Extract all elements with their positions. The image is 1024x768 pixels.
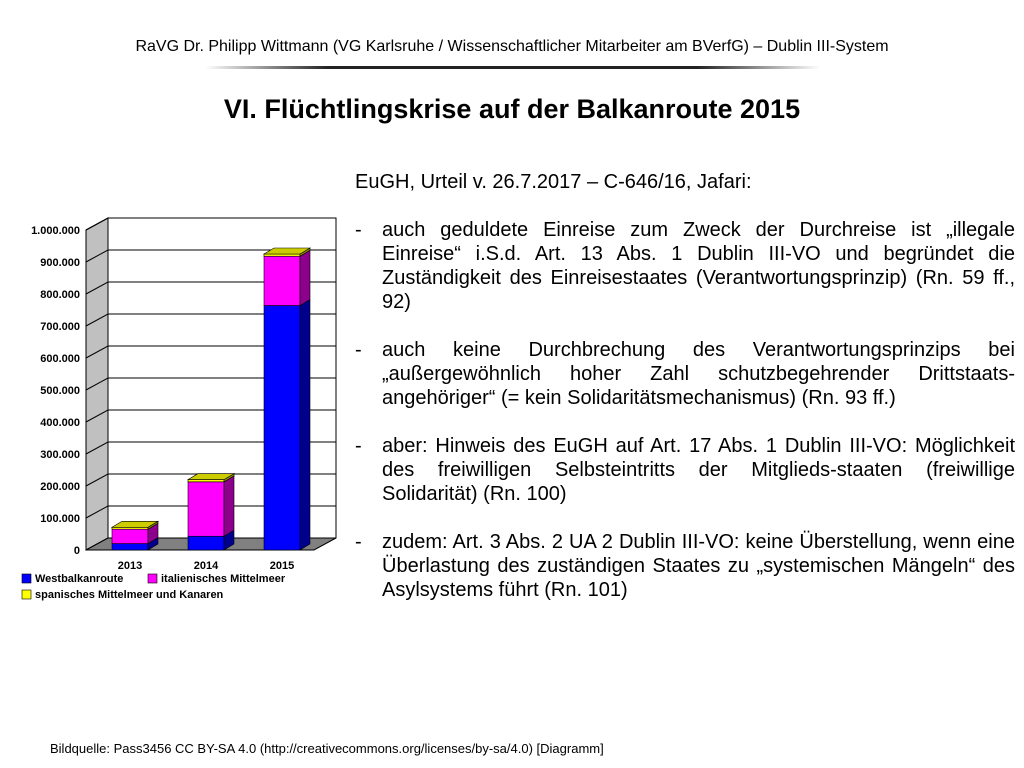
y-tick-label: 700.000 <box>40 321 80 333</box>
bullet-item <box>355 338 1015 410</box>
bullet-text: auch geduldete Einreise zum Zweck der Durchreise ist „illegale Einreise“ i.S.d. Art. 13 Abs. 1 Dublin III-VO und begründet die Zuständigkeit des Einreisestaates (Verantwortungsprinzip) (Rn. 59 ff., 92) <box>382 219 1015 313</box>
case-summary <box>355 170 1015 626</box>
legend-label: spanisches Mittelmeer und Kanaren <box>35 589 224 601</box>
bullet-dash: - <box>355 531 362 553</box>
bullet-dash: - <box>355 435 362 457</box>
refugee-chart <box>14 212 344 612</box>
y-tick-label: 500.000 <box>40 385 80 397</box>
bullet-dash: - <box>355 219 362 241</box>
bullet-item <box>355 218 1015 314</box>
y-tick-label: 200.000 <box>40 481 80 493</box>
bar-side-2015-2 <box>300 250 310 305</box>
y-tick-label: 900.000 <box>40 257 80 269</box>
y-tick-label: 800.000 <box>40 289 80 301</box>
bullet-item <box>355 530 1015 602</box>
bar-segment-2014-1 <box>188 536 224 550</box>
bar-side-2014-2 <box>224 476 234 536</box>
x-tick-label: 2013 <box>117 560 143 572</box>
image-source: Bildquelle: Pass3456 CC BY-SA 4.0 (http://creativecommons.org/licenses/by-sa/4.0) [Diagramm] <box>50 741 604 756</box>
bullet-text: aber: Hinweis des EuGH auf Art. 17 Abs. 1 Dublin III-VO: Möglichkeit des freiwilligen Selbsteintritts der Mitglieds-staaten (freiwillige Solidarität) (Rn. 100) <box>382 435 1015 505</box>
bar-segment-2014-2 <box>188 482 224 536</box>
y-tick-label: 600.000 <box>40 353 80 365</box>
bullet-dash: - <box>355 339 362 361</box>
y-tick-label: 100.000 <box>40 513 80 525</box>
legend-label: italienisches Mittelmeer <box>161 573 286 585</box>
y-tick-label: 1.000.000 <box>31 225 80 237</box>
slide-title: VI. Flüchtlingskrise auf der Balkanroute 2015 <box>223 94 801 124</box>
y-tick-label: 400.000 <box>40 417 80 429</box>
bar-segment-2015-3 <box>264 254 300 256</box>
bar-segment-2013-1 <box>112 544 148 550</box>
y-tick-label: 300.000 <box>40 449 80 461</box>
bar-segment-2014-3 <box>188 480 224 482</box>
legend-swatch <box>22 574 31 583</box>
y-tick-label: 0 <box>73 545 80 557</box>
legend-swatch <box>22 590 31 599</box>
bullet-text: auch keine Durchbrechung des Verantwortungsprinzips bei „außergewöhnlich hoher Zahl schutzbegehrender Drittstaats-angehöriger“ (= kein Solidaritätsmechanismus) (Rn. 93 ff.) <box>382 339 1015 409</box>
bullet-item <box>355 434 1015 506</box>
bar-side-2015-1 <box>300 300 310 550</box>
slide-header: RaVG Dr. Philipp Wittmann (VG Karlsruhe / Wissenschaftlicher Mitarbeiter am BVerfG) – Dublin III-System <box>135 38 889 55</box>
legend-swatch <box>148 574 157 583</box>
legend-label: Westbalkanroute <box>35 573 124 585</box>
bullet-text: zudem: Art. 3 Abs. 2 UA 2 Dublin III-VO: keine Überstellung, wenn eine Überlastung des zuständigen Staates zu „systemischen Mängeln“ des Asylsystems führt (Rn. 101) <box>382 531 1015 601</box>
header-divider <box>205 66 820 69</box>
x-tick-label: 2015 <box>269 560 295 572</box>
chart-svg <box>14 212 344 612</box>
x-tick-label: 2014 <box>193 560 219 572</box>
bar-segment-2013-2 <box>112 529 148 543</box>
case-heading: EuGH, Urteil v. 26.7.2017 – C-646/16, Jafari: <box>355 171 752 193</box>
bar-segment-2015-2 <box>264 256 300 305</box>
bar-segment-2015-1 <box>264 306 300 550</box>
